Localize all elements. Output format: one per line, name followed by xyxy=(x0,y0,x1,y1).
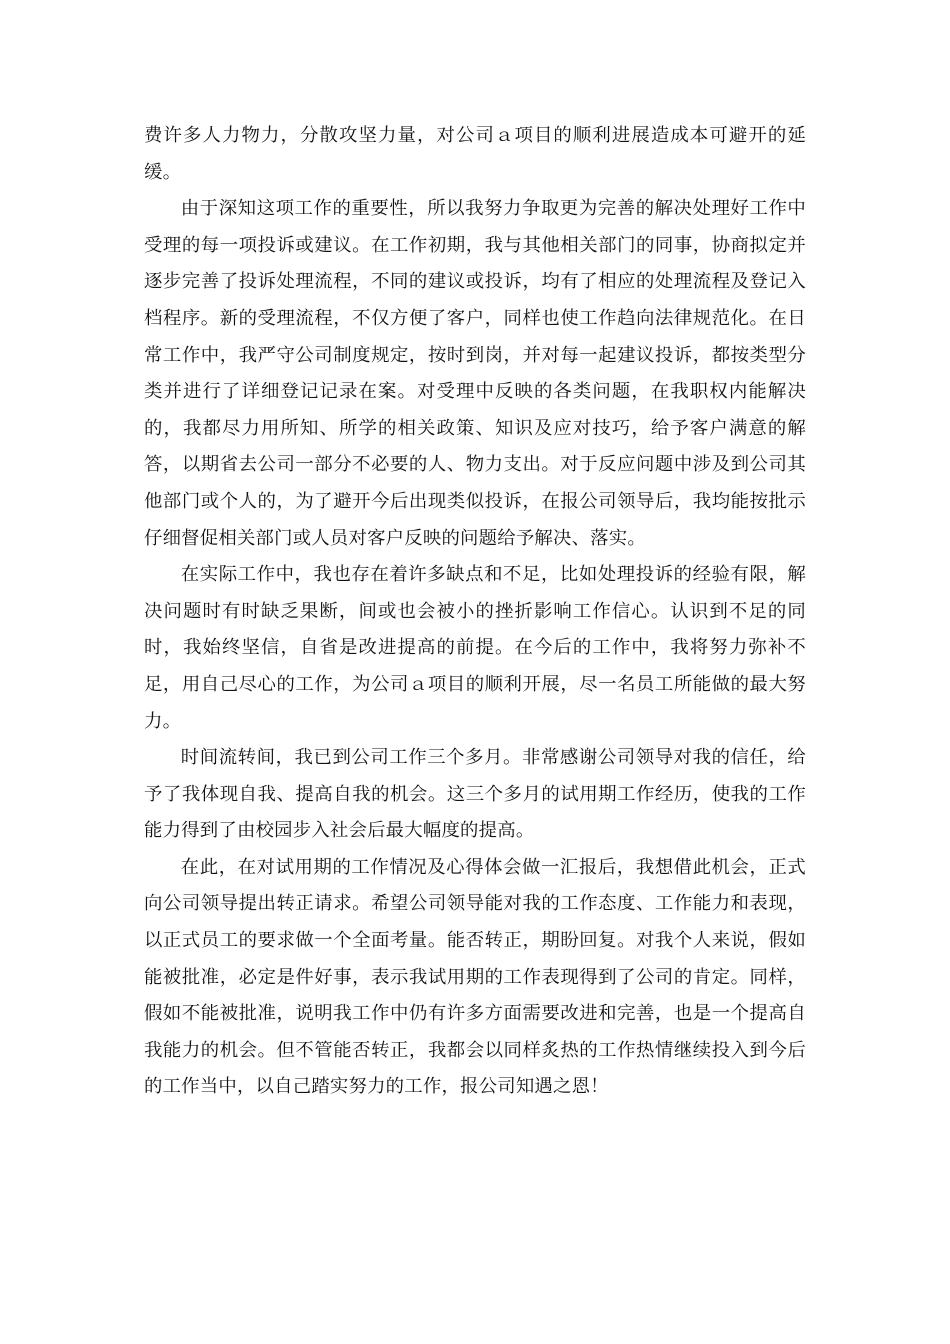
paragraph-regularization-request: 在此，在对试用期的工作情况及心得体会做一汇报后，我想借此机会，正式向公司领导提出转正请求。希望公司领导能对我的工作态度、工作能力和表现，以正式员工的要求做一个全面考量。能否转正，期盼回复。对我个人来说，假如能被批准，必定是件好事，表示我试用期的工作表现得到了公司的肯定。同样，假如不能被批准，说明我工作中仍有许多方面需要改进和完善，也是一个提高自我能力的机会。但不管能否转正，我都会以同样炙热的工作热情继续投入到今后的工作当中，以自己踏实努力的工作，报公司知遇之恩！ xyxy=(144,856,806,1098)
paragraph-shortcomings: 在实际工作中，我也存在着许多缺点和不足，比如处理投诉的经验有限，解决问题时有时缺乏果断，间或也会被小的挫折影响工作信心。认识到不足的同时，我始终坚信，自省是改进提高的前提。在今后的工作中，我将努力弥补不足，用自己尽心的工作，为公司ａ项目的顺利开展，尽一名员工所能做的最大努力。 xyxy=(144,564,806,732)
paragraph-gratitude: 时间流转间，我已到公司工作三个多月。非常感谢公司领导对我的信任，给予了我体现自我、提高自我的机会。这三个多月的试用期工作经历，使我的工作能力得到了由校园步入社会后最大幅度的提高。 xyxy=(144,747,806,842)
document-body xyxy=(144,118,806,1106)
paragraph-complaint-handling: 由于深知这项工作的重要性，所以我努力争取更为完善的解决处理好工作中受理的每一项投诉或建议。在工作初期，我与其他相关部门的同事，协商拟定并逐步完善了投诉处理流程，不同的建议或投诉，均有了相应的处理流程及登记入档程序。新的受理流程，不仅方便了客户，同样也使工作趋向法律规范化。在日常工作中，我严守公司制度规定，按时到岗，并对每一起建议投诉，都按类型分类并进行了详细登记记录在案。对受理中反映的各类问题，在我职权内能解决的，我都尽力用所知、所学的相关政策、知识及应对技巧，给予客户满意的解答，以期省去公司一部分不必要的人、物力支出。对于反应问题中涉及到公司其他部门或个人的，为了避开今后出现类似投诉，在报公司领导后，我均能按批示仔细督促相关部门或人员对客户反映的问题给予解决、落实。 xyxy=(144,198,806,549)
paragraph-continuation: 费许多人力物力，分散攻坚力量，对公司ａ项目的顺利进展造成本可避开的延缓。 xyxy=(144,125,806,183)
